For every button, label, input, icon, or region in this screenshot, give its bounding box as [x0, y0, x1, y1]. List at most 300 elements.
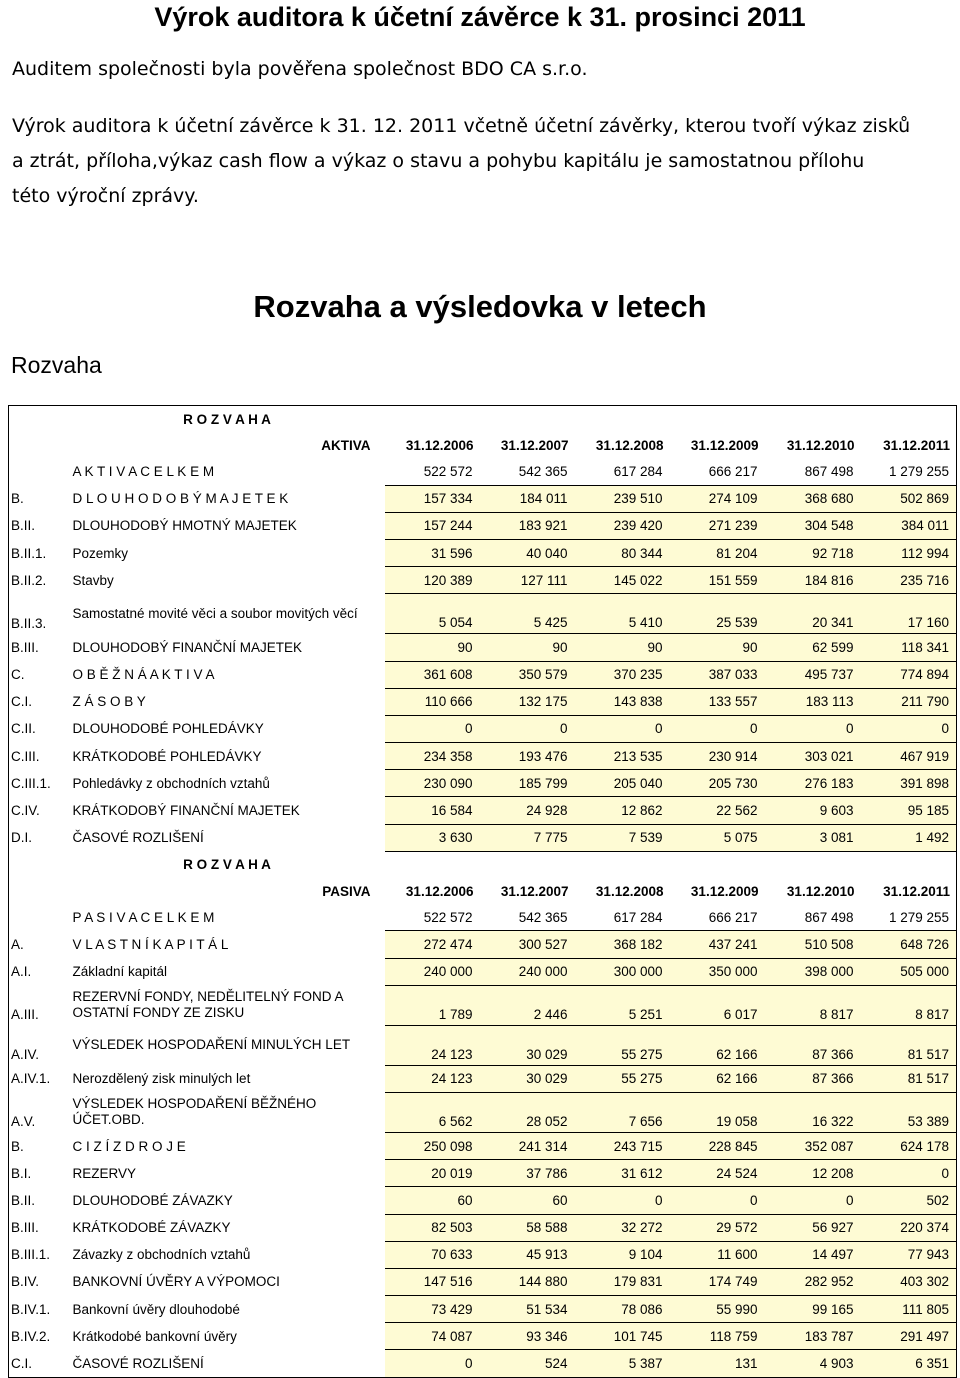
value-cell: 25 539: [670, 594, 765, 634]
table-row: [9, 1025, 957, 1065]
value-cell: 542 365: [480, 458, 575, 485]
value-cell: 387 033: [670, 661, 765, 688]
row-label: REZERVY: [72, 1165, 137, 1181]
value-cell: 20 019: [385, 1160, 480, 1187]
value-cell: 205 730: [670, 770, 765, 797]
row-code: A.III.: [11, 1007, 39, 1023]
value-cell: 522 572: [385, 458, 480, 485]
row-label: ČASOVÉ ROZLIŠENÍ: [72, 830, 204, 846]
table-row: [9, 539, 957, 566]
table-row: [9, 715, 957, 742]
value-cell: 368 680: [765, 485, 861, 512]
value-cell: 6 351: [861, 1350, 957, 1377]
row-label: DLOUHODOBÝ HMOTNÝ MAJETEK: [72, 518, 297, 534]
table-row: [9, 904, 957, 931]
value-cell: 183 921: [480, 512, 575, 539]
value-cell: 505 000: [861, 958, 957, 985]
value-cell: 624 178: [861, 1132, 957, 1159]
row-label: Základní kapitál: [72, 964, 168, 980]
value-cell: 467 919: [861, 743, 957, 770]
value-cell: 391 898: [861, 770, 957, 797]
value-cell: 53 389: [861, 1092, 957, 1132]
value-cell: [575, 851, 670, 878]
value-cell: [861, 406, 957, 433]
value-cell: 51 534: [480, 1296, 575, 1323]
value-cell: 118 341: [861, 634, 957, 661]
value-cell: 24 928: [480, 797, 575, 824]
value-cell: 193 476: [480, 743, 575, 770]
table-row: [9, 1241, 957, 1268]
value-cell: 398 000: [765, 958, 861, 985]
table-header-row: [9, 432, 957, 458]
row-code: B.: [11, 1138, 24, 1154]
value-cell: 403 302: [861, 1268, 957, 1295]
value-cell: 90: [480, 634, 575, 661]
value-cell: 31.12.2008: [595, 883, 664, 899]
value-cell: 510 508: [765, 931, 861, 958]
value-cell: 276 183: [765, 770, 861, 797]
value-cell: 7 539: [575, 824, 670, 851]
value-cell: 239 420: [575, 512, 670, 539]
value-cell: 185 799: [480, 770, 575, 797]
value-cell: 9 104: [575, 1241, 670, 1268]
value-cell: 29 572: [670, 1214, 765, 1241]
value-cell: 56 927: [765, 1214, 861, 1241]
section-heading: Rozvaha a výsledovka v letech: [253, 289, 707, 324]
row-label: Krátkodobé bankovní úvěry: [72, 1328, 237, 1344]
table-row: [9, 458, 957, 485]
value-cell: [670, 851, 765, 878]
row-code: C.I.: [11, 694, 33, 710]
value-cell: 228 845: [670, 1132, 765, 1159]
row-label: BANKOVNÍ ÚVĚRY A VÝPOMOCI: [72, 1274, 280, 1290]
row-code: B.II.: [11, 518, 36, 534]
row-label: V L A S T N Í K A P I T Á L: [72, 936, 229, 952]
value-cell: 55 275: [575, 1065, 670, 1092]
value-cell: 90: [385, 634, 480, 661]
row-code: B.II.: [11, 1192, 36, 1208]
row-code: [9, 458, 69, 485]
value-cell: 30 029: [480, 1065, 575, 1092]
value-cell: 31 612: [575, 1160, 670, 1187]
row-code: B.II.3.: [11, 615, 47, 631]
row-code: D.I.: [11, 830, 33, 846]
value-cell: [480, 406, 575, 433]
value-cell: 205 040: [575, 770, 670, 797]
table-row: [9, 594, 957, 634]
value-cell: 7 656: [575, 1092, 670, 1132]
table-row: [9, 688, 957, 715]
value-cell: 31.12.2008: [595, 437, 664, 453]
value-cell: 0: [575, 1187, 670, 1214]
value-cell: 213 535: [575, 743, 670, 770]
value-cell: 58 588: [480, 1214, 575, 1241]
row-code: C.II.: [11, 721, 36, 737]
row-code: B.IV.1.: [11, 1301, 51, 1317]
value-cell: 81 204: [670, 539, 765, 566]
value-cell: 55 275: [575, 1025, 670, 1065]
value-cell: [765, 406, 861, 433]
value-cell: 352 087: [765, 1132, 861, 1159]
row-code: B.IV.: [11, 1274, 40, 1290]
value-cell: [670, 406, 765, 433]
row-label: ČASOVÉ ROZLIŠENÍ: [72, 1355, 204, 1371]
value-cell: 31.12.2010: [786, 883, 855, 899]
value-cell: 9 603: [765, 797, 861, 824]
row-label: Z Á S O B Y: [72, 694, 146, 710]
value-cell: 5 410: [575, 594, 670, 634]
table-row: [9, 1268, 957, 1295]
row-code: B.III.: [11, 1220, 39, 1236]
value-cell: 111 805: [861, 1296, 957, 1323]
paragraph-line: Výrok auditora k účetní závěrce k 31. 12. 2011 včetně účetní závěrky, kterou tvoří výkaz zisků: [12, 115, 911, 137]
value-cell: 274 109: [670, 485, 765, 512]
row-label: VÝSLEDEK HOSPODAŘENÍ MINULÝCH LET: [72, 1037, 351, 1053]
row-code: C.III.: [11, 748, 40, 764]
value-cell: [861, 851, 957, 878]
value-cell: 24 123: [385, 1025, 480, 1065]
value-cell: 82 503: [385, 1214, 480, 1241]
value-cell: 78 086: [575, 1296, 670, 1323]
table-row: [9, 512, 957, 539]
row-label: R O Z V A H A: [183, 857, 271, 873]
table-row: [9, 985, 957, 1025]
paragraph-line: a ztrát, příloha,výkaz cash flow a výkaz o stavu a pohybu kapitálu je samostatnou přílohu: [12, 150, 865, 172]
value-cell: 1 492: [861, 824, 957, 851]
value-cell: 774 894: [861, 661, 957, 688]
table-row: [9, 931, 957, 958]
value-cell: [385, 851, 480, 878]
table-row: [9, 770, 957, 797]
value-cell: 239 510: [575, 485, 670, 512]
value-cell: 174 749: [670, 1268, 765, 1295]
row-code: B.IV.2.: [11, 1328, 51, 1344]
value-cell: 0: [765, 1187, 861, 1214]
value-cell: 87 366: [765, 1025, 861, 1065]
row-code: B.III.: [11, 639, 39, 655]
table-row: [9, 1132, 957, 1159]
value-cell: 55 990: [670, 1296, 765, 1323]
value-cell: 867 498: [765, 458, 861, 485]
value-cell: 12 862: [575, 797, 670, 824]
value-cell: 211 790: [861, 688, 957, 715]
row-label: AKTIVA: [321, 437, 371, 453]
table-row: [9, 958, 957, 985]
value-cell: 240 000: [385, 958, 480, 985]
value-cell: 282 952: [765, 1268, 861, 1295]
value-cell: 81 517: [861, 1025, 957, 1065]
value-cell: 16 584: [385, 797, 480, 824]
value-cell: 80 344: [575, 539, 670, 566]
row-label: Bankovní úvěry dlouhodobé: [72, 1301, 240, 1317]
value-cell: 16 322: [765, 1092, 861, 1132]
value-cell: 300 527: [480, 931, 575, 958]
value-cell: 32 272: [575, 1214, 670, 1241]
value-cell: 5 054: [385, 594, 480, 634]
value-cell: 8 817: [861, 985, 957, 1025]
value-cell: 5 425: [480, 594, 575, 634]
table-row: [9, 1187, 957, 1214]
value-cell: 31.12.2007: [500, 883, 569, 899]
value-cell: 300 000: [575, 958, 670, 985]
row-code: A.I.: [11, 964, 32, 980]
value-cell: 87 366: [765, 1065, 861, 1092]
row-label: P A S I V A C E L K E M: [72, 910, 215, 926]
value-cell: 524: [480, 1350, 575, 1377]
table-row: [9, 797, 957, 824]
value-cell: 241 314: [480, 1132, 575, 1159]
value-cell: 3 630: [385, 824, 480, 851]
value-cell: 12 208: [765, 1160, 861, 1187]
value-cell: 542 365: [480, 904, 575, 931]
value-cell: [765, 851, 861, 878]
value-cell: 24 123: [385, 1065, 480, 1092]
value-cell: 666 217: [670, 458, 765, 485]
value-cell: 62 599: [765, 634, 861, 661]
row-code: [9, 851, 69, 878]
table-row: [9, 1296, 957, 1323]
intro-statement: [12, 114, 910, 209]
value-cell: 73 429: [385, 1296, 480, 1323]
table-row: [9, 1065, 957, 1092]
value-cell: 31.12.2007: [500, 437, 569, 453]
value-cell: 37 786: [480, 1160, 575, 1187]
value-cell: 7 775: [480, 824, 575, 851]
value-cell: 368 182: [575, 931, 670, 958]
row-label: VÝSLEDEK HOSPODAŘENÍ BĚŽNÉHO ÚČET.OBD.: [72, 1096, 317, 1128]
value-cell: 648 726: [861, 931, 957, 958]
row-label: REZERVNÍ FONDY, NEDĚLITELNÝ FOND A OSTATNÍ FONDY ZE ZISKU: [72, 989, 343, 1021]
table-row: [9, 1323, 957, 1350]
subheading-rozvaha: Rozvaha: [11, 352, 102, 378]
value-cell: [480, 851, 575, 878]
value-cell: 0: [861, 1160, 957, 1187]
value-cell: 271 239: [670, 512, 765, 539]
value-cell: 145 022: [575, 567, 670, 594]
value-cell: 99 165: [765, 1296, 861, 1323]
row-code: [9, 432, 69, 458]
value-cell: 31.12.2009: [690, 883, 759, 899]
value-cell: 151 559: [670, 567, 765, 594]
row-code: C.IV.: [11, 803, 40, 819]
value-cell: 8 817: [765, 985, 861, 1025]
value-cell: 30 029: [480, 1025, 575, 1065]
value-cell: 0: [575, 715, 670, 742]
value-cell: 31.12.2010: [786, 437, 855, 453]
row-label: Stavby: [72, 572, 114, 588]
value-cell: 31.12.2009: [690, 437, 759, 453]
value-cell: 70 633: [385, 1241, 480, 1268]
row-label: DLOUHODOBÉ ZÁVAZKY: [72, 1192, 233, 1208]
value-cell: 17 160: [861, 594, 957, 634]
value-cell: 235 716: [861, 567, 957, 594]
row-code: B.II.1.: [11, 545, 47, 561]
value-cell: 0: [861, 715, 957, 742]
table-row: [9, 1160, 957, 1187]
row-label: R O Z V A H A: [183, 411, 271, 427]
paragraph-line: této výroční zprávy.: [12, 185, 199, 207]
value-cell: 90: [575, 634, 670, 661]
value-cell: 179 831: [575, 1268, 670, 1295]
row-code: B.III.1.: [11, 1247, 51, 1263]
value-cell: 40 040: [480, 539, 575, 566]
value-cell: 617 284: [575, 904, 670, 931]
value-cell: 45 913: [480, 1241, 575, 1268]
row-code: [9, 406, 69, 433]
row-code: A.IV.: [11, 1047, 40, 1063]
row-code: A.IV.1.: [11, 1071, 51, 1087]
value-cell: 183 787: [765, 1323, 861, 1350]
value-cell: 867 498: [765, 904, 861, 931]
row-label: Nerozdělený zisk minulých let: [72, 1071, 251, 1087]
table-row: [9, 743, 957, 770]
paragraph-auditor: Auditem společnosti byla pověřena společnost BDO CA s.r.o.: [12, 58, 588, 80]
value-cell: 240 000: [480, 958, 575, 985]
row-code: [9, 904, 69, 931]
row-code: A.V.: [11, 1114, 36, 1130]
value-cell: 31.12.2011: [883, 437, 950, 453]
value-cell: 133 557: [670, 688, 765, 715]
row-label: O B Ě Ž N Á A K T I V A: [72, 667, 215, 683]
row-label: Závazky z obchodních vztahů: [72, 1247, 251, 1263]
value-cell: 101 745: [575, 1323, 670, 1350]
value-cell: 437 241: [670, 931, 765, 958]
table-row: [9, 1350, 957, 1377]
document-title: Výrok auditora k účetní závěrce k 31. prosinci 2011: [154, 2, 806, 32]
value-cell: 20 341: [765, 594, 861, 634]
value-cell: 183 113: [765, 688, 861, 715]
value-cell: 60: [385, 1187, 480, 1214]
value-cell: 60: [480, 1187, 575, 1214]
value-cell: 93 346: [480, 1323, 575, 1350]
table-row: [9, 567, 957, 594]
table-section-row: [9, 851, 957, 878]
row-code: B.I.: [11, 1165, 32, 1181]
value-cell: 157 244: [385, 512, 480, 539]
value-cell: 0: [670, 715, 765, 742]
value-cell: 110 666: [385, 688, 480, 715]
value-cell: 243 715: [575, 1132, 670, 1159]
value-cell: 74 087: [385, 1323, 480, 1350]
value-cell: 0: [670, 1187, 765, 1214]
value-cell: 28 052: [480, 1092, 575, 1132]
value-cell: 522 572: [385, 904, 480, 931]
row-label: A K T I V A C E L K E M: [72, 464, 215, 480]
value-cell: [575, 406, 670, 433]
value-cell: 118 759: [670, 1323, 765, 1350]
value-cell: 1 279 255: [861, 458, 957, 485]
value-cell: 3 081: [765, 824, 861, 851]
value-cell: 384 011: [861, 512, 957, 539]
value-cell: 617 284: [575, 458, 670, 485]
value-cell: 92 718: [765, 539, 861, 566]
value-cell: 144 880: [480, 1268, 575, 1295]
value-cell: 184 816: [765, 567, 861, 594]
value-cell: 0: [385, 1350, 480, 1377]
value-cell: 62 166: [670, 1065, 765, 1092]
row-label: DLOUHODOBÝ FINANČNÍ MAJETEK: [72, 639, 303, 655]
row-label: PASIVA: [322, 883, 371, 899]
table-row: [9, 661, 957, 688]
row-label: C I Z Í Z D R O J E: [72, 1138, 186, 1154]
value-cell: 77 943: [861, 1241, 957, 1268]
value-cell: 24 524: [670, 1160, 765, 1187]
value-cell: 90: [670, 634, 765, 661]
value-cell: [385, 406, 480, 433]
value-cell: 147 516: [385, 1268, 480, 1295]
table-row: [9, 485, 957, 512]
value-cell: 666 217: [670, 904, 765, 931]
value-cell: 131: [670, 1350, 765, 1377]
value-cell: 220 374: [861, 1214, 957, 1241]
table-row: [9, 824, 957, 851]
value-cell: 5 251: [575, 985, 670, 1025]
value-cell: 31.12.2006: [405, 437, 474, 453]
value-cell: 495 737: [765, 661, 861, 688]
row-label: Pozemky: [72, 545, 129, 561]
value-cell: 0: [385, 715, 480, 742]
value-cell: 5 387: [575, 1350, 670, 1377]
value-cell: 5 075: [670, 824, 765, 851]
balance-sheet-table: [8, 405, 957, 1378]
value-cell: 143 838: [575, 688, 670, 715]
value-cell: 22 562: [670, 797, 765, 824]
value-cell: 370 235: [575, 661, 670, 688]
value-cell: 184 011: [480, 485, 575, 512]
row-code: C.III.1.: [11, 775, 51, 791]
value-cell: 304 548: [765, 512, 861, 539]
value-cell: 234 358: [385, 743, 480, 770]
value-cell: 120 389: [385, 567, 480, 594]
row-code: [9, 878, 69, 904]
table-row: [9, 1214, 957, 1241]
value-cell: 303 021: [765, 743, 861, 770]
table-row: [9, 1092, 957, 1132]
value-cell: 1 279 255: [861, 904, 957, 931]
value-cell: 31.12.2011: [883, 883, 950, 899]
row-label: KRÁTKODOBÉ POHLEDÁVKY: [72, 748, 262, 764]
row-code: A.: [11, 936, 24, 952]
value-cell: 350 579: [480, 661, 575, 688]
value-cell: 250 098: [385, 1132, 480, 1159]
row-label: D L O U H O D O B Ý M A J E T E K: [72, 491, 289, 507]
intro-auditor: [12, 57, 587, 82]
value-cell: 272 474: [385, 931, 480, 958]
value-cell: 502: [861, 1187, 957, 1214]
value-cell: 350 000: [670, 958, 765, 985]
table-row: [9, 634, 957, 661]
value-cell: 81 517: [861, 1065, 957, 1092]
row-label: KRÁTKODOBÉ ZÁVAZKY: [72, 1220, 231, 1236]
value-cell: 157 334: [385, 485, 480, 512]
row-code: B.II.2.: [11, 572, 47, 588]
value-cell: 62 166: [670, 1025, 765, 1065]
value-cell: 6 562: [385, 1092, 480, 1132]
value-cell: 11 600: [670, 1241, 765, 1268]
row-label: Samostatné movité věci a soubor movitých věcí: [72, 605, 358, 621]
value-cell: 95 185: [861, 797, 957, 824]
value-cell: 1 789: [385, 985, 480, 1025]
value-cell: 132 175: [480, 688, 575, 715]
value-cell: 112 994: [861, 539, 957, 566]
value-cell: 0: [765, 715, 861, 742]
value-cell: 127 111: [480, 567, 575, 594]
value-cell: 31.12.2006: [405, 883, 474, 899]
row-code: B.: [11, 491, 24, 507]
value-cell: 6 017: [670, 985, 765, 1025]
value-cell: 0: [480, 715, 575, 742]
value-cell: 230 090: [385, 770, 480, 797]
